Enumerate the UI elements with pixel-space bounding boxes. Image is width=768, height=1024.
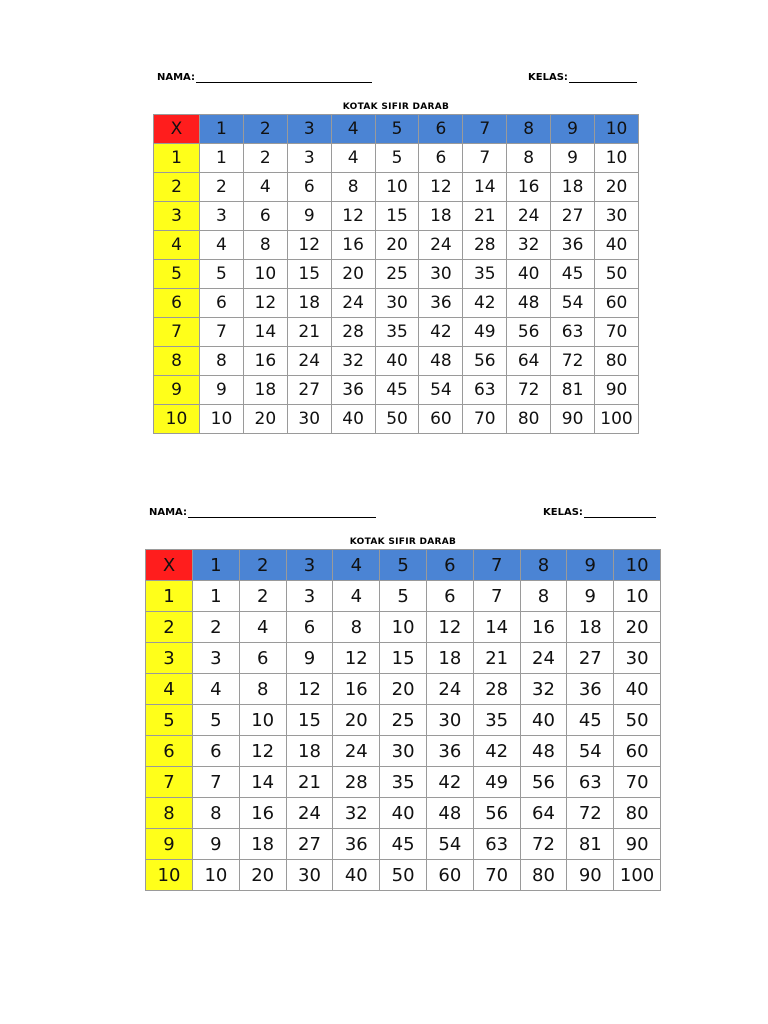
product-cell: 9 bbox=[551, 144, 595, 173]
product-cell: 36 bbox=[567, 674, 614, 705]
product-cell: 20 bbox=[243, 405, 287, 434]
row-header: 1 bbox=[154, 144, 200, 173]
name-label: NAMA: bbox=[149, 507, 187, 518]
product-cell: 48 bbox=[507, 289, 551, 318]
column-header: 3 bbox=[287, 115, 331, 144]
product-cell: 15 bbox=[287, 260, 331, 289]
product-cell: 20 bbox=[333, 705, 380, 736]
product-cell: 40 bbox=[333, 860, 380, 891]
product-cell: 24 bbox=[419, 231, 463, 260]
product-cell: 12 bbox=[239, 736, 286, 767]
product-cell: 40 bbox=[380, 798, 427, 829]
product-cell: 54 bbox=[419, 376, 463, 405]
column-header: 4 bbox=[331, 115, 375, 144]
row-header: 10 bbox=[146, 860, 193, 891]
name-field[interactable] bbox=[149, 507, 376, 518]
product-cell: 45 bbox=[551, 260, 595, 289]
product-cell: 1 bbox=[200, 144, 244, 173]
product-cell: 2 bbox=[200, 173, 244, 202]
product-cell: 32 bbox=[520, 674, 567, 705]
product-cell: 28 bbox=[333, 767, 380, 798]
product-cell: 10 bbox=[614, 581, 661, 612]
product-cell: 30 bbox=[595, 202, 639, 231]
product-cell: 25 bbox=[380, 705, 427, 736]
product-cell: 10 bbox=[243, 260, 287, 289]
product-cell: 5 bbox=[193, 705, 240, 736]
product-cell: 8 bbox=[243, 231, 287, 260]
row-header: 4 bbox=[146, 674, 193, 705]
product-cell: 9 bbox=[567, 581, 614, 612]
product-cell: 7 bbox=[193, 767, 240, 798]
product-cell: 100 bbox=[595, 405, 639, 434]
product-cell: 35 bbox=[375, 318, 419, 347]
product-cell: 27 bbox=[287, 376, 331, 405]
product-cell: 10 bbox=[595, 144, 639, 173]
product-cell: 2 bbox=[243, 144, 287, 173]
product-cell: 4 bbox=[193, 674, 240, 705]
product-cell: 18 bbox=[551, 173, 595, 202]
product-cell: 72 bbox=[520, 829, 567, 860]
product-cell: 12 bbox=[286, 674, 333, 705]
product-cell: 56 bbox=[507, 318, 551, 347]
row-header: 2 bbox=[154, 173, 200, 202]
product-cell: 45 bbox=[567, 705, 614, 736]
product-cell: 90 bbox=[614, 829, 661, 860]
product-cell: 45 bbox=[375, 376, 419, 405]
name-label: NAMA: bbox=[157, 72, 195, 83]
product-cell: 48 bbox=[520, 736, 567, 767]
product-cell: 6 bbox=[419, 144, 463, 173]
product-cell: 48 bbox=[419, 347, 463, 376]
table-row bbox=[154, 231, 639, 260]
product-cell: 60 bbox=[419, 405, 463, 434]
product-cell: 40 bbox=[331, 405, 375, 434]
product-cell: 8 bbox=[331, 173, 375, 202]
product-cell: 4 bbox=[333, 581, 380, 612]
column-header: 10 bbox=[595, 115, 639, 144]
row-header: 7 bbox=[154, 318, 200, 347]
product-cell: 21 bbox=[473, 643, 520, 674]
product-cell: 16 bbox=[333, 674, 380, 705]
product-cell: 72 bbox=[551, 347, 595, 376]
product-cell: 10 bbox=[380, 612, 427, 643]
product-cell: 28 bbox=[473, 674, 520, 705]
column-header: 5 bbox=[375, 115, 419, 144]
product-cell: 36 bbox=[333, 829, 380, 860]
product-cell: 30 bbox=[419, 260, 463, 289]
product-cell: 6 bbox=[426, 581, 473, 612]
table-row bbox=[146, 798, 661, 829]
row-header: 1 bbox=[146, 581, 193, 612]
worksheet-2 bbox=[145, 507, 661, 891]
product-cell: 12 bbox=[419, 173, 463, 202]
product-cell: 3 bbox=[287, 144, 331, 173]
product-cell: 42 bbox=[463, 289, 507, 318]
product-cell: 24 bbox=[333, 736, 380, 767]
product-cell: 49 bbox=[463, 318, 507, 347]
product-cell: 42 bbox=[426, 767, 473, 798]
row-header: 6 bbox=[146, 736, 193, 767]
product-cell: 12 bbox=[426, 612, 473, 643]
row-header: 3 bbox=[154, 202, 200, 231]
row-header: 9 bbox=[154, 376, 200, 405]
product-cell: 63 bbox=[473, 829, 520, 860]
table-row bbox=[146, 860, 661, 891]
class-label: KELAS: bbox=[543, 507, 583, 518]
product-cell: 90 bbox=[567, 860, 614, 891]
class-blank-line[interactable] bbox=[584, 507, 656, 518]
product-cell: 5 bbox=[375, 144, 419, 173]
row-header: 2 bbox=[146, 612, 193, 643]
product-cell: 20 bbox=[614, 612, 661, 643]
product-cell: 20 bbox=[380, 674, 427, 705]
column-header: 3 bbox=[286, 550, 333, 581]
product-cell: 30 bbox=[380, 736, 427, 767]
product-cell: 72 bbox=[567, 798, 614, 829]
product-cell: 14 bbox=[473, 612, 520, 643]
product-cell: 4 bbox=[243, 173, 287, 202]
product-cell: 32 bbox=[333, 798, 380, 829]
table-row bbox=[146, 581, 661, 612]
product-cell: 10 bbox=[239, 705, 286, 736]
product-cell: 20 bbox=[595, 173, 639, 202]
product-cell: 8 bbox=[200, 347, 244, 376]
column-header: 6 bbox=[426, 550, 473, 581]
column-header: 9 bbox=[551, 115, 595, 144]
product-cell: 18 bbox=[426, 643, 473, 674]
product-cell: 6 bbox=[286, 612, 333, 643]
product-cell: 18 bbox=[243, 376, 287, 405]
product-cell: 24 bbox=[287, 347, 331, 376]
product-cell: 56 bbox=[520, 767, 567, 798]
product-cell: 6 bbox=[193, 736, 240, 767]
product-cell: 42 bbox=[419, 318, 463, 347]
table-row bbox=[154, 289, 639, 318]
row-header: 7 bbox=[146, 767, 193, 798]
product-cell: 40 bbox=[595, 231, 639, 260]
product-cell: 50 bbox=[595, 260, 639, 289]
row-header: 10 bbox=[154, 405, 200, 434]
product-cell: 36 bbox=[426, 736, 473, 767]
product-cell: 56 bbox=[463, 347, 507, 376]
class-field[interactable] bbox=[528, 72, 637, 83]
product-cell: 36 bbox=[419, 289, 463, 318]
product-cell: 6 bbox=[243, 202, 287, 231]
product-cell: 36 bbox=[331, 376, 375, 405]
product-cell: 50 bbox=[614, 705, 661, 736]
product-cell: 70 bbox=[473, 860, 520, 891]
corner-cell: X bbox=[146, 550, 193, 581]
row-header: 4 bbox=[154, 231, 200, 260]
table-title: KOTAK SIFIR DARAB bbox=[349, 537, 457, 547]
multiplication-table bbox=[153, 114, 639, 434]
product-cell: 27 bbox=[567, 643, 614, 674]
product-cell: 30 bbox=[426, 705, 473, 736]
column-header: 1 bbox=[200, 115, 244, 144]
table-row bbox=[146, 643, 661, 674]
product-cell: 6 bbox=[200, 289, 244, 318]
product-cell: 3 bbox=[193, 643, 240, 674]
product-cell: 16 bbox=[243, 347, 287, 376]
table-row bbox=[154, 260, 639, 289]
product-cell: 35 bbox=[463, 260, 507, 289]
product-cell: 6 bbox=[287, 173, 331, 202]
column-header: 9 bbox=[567, 550, 614, 581]
product-cell: 8 bbox=[520, 581, 567, 612]
product-cell: 56 bbox=[473, 798, 520, 829]
product-cell: 24 bbox=[507, 202, 551, 231]
product-cell: 3 bbox=[286, 581, 333, 612]
class-label: KELAS: bbox=[528, 72, 568, 83]
product-cell: 27 bbox=[551, 202, 595, 231]
product-cell: 60 bbox=[595, 289, 639, 318]
product-cell: 20 bbox=[239, 860, 286, 891]
product-cell: 30 bbox=[286, 860, 333, 891]
product-cell: 50 bbox=[380, 860, 427, 891]
table-row bbox=[154, 376, 639, 405]
product-cell: 27 bbox=[286, 829, 333, 860]
product-cell: 10 bbox=[193, 860, 240, 891]
product-cell: 10 bbox=[200, 405, 244, 434]
product-cell: 63 bbox=[463, 376, 507, 405]
table-row bbox=[146, 612, 661, 643]
product-cell: 18 bbox=[567, 612, 614, 643]
product-cell: 40 bbox=[520, 705, 567, 736]
product-cell: 15 bbox=[375, 202, 419, 231]
product-cell: 24 bbox=[286, 798, 333, 829]
product-cell: 70 bbox=[614, 767, 661, 798]
product-cell: 42 bbox=[473, 736, 520, 767]
table-row bbox=[154, 318, 639, 347]
product-cell: 36 bbox=[551, 231, 595, 260]
product-cell: 81 bbox=[567, 829, 614, 860]
product-cell: 25 bbox=[375, 260, 419, 289]
product-cell: 18 bbox=[239, 829, 286, 860]
info-row bbox=[153, 72, 639, 88]
table-row bbox=[154, 202, 639, 231]
row-header: 3 bbox=[146, 643, 193, 674]
multiplication-table bbox=[145, 549, 661, 891]
product-cell: 8 bbox=[193, 798, 240, 829]
product-cell: 9 bbox=[287, 202, 331, 231]
product-cell: 80 bbox=[614, 798, 661, 829]
product-cell: 24 bbox=[520, 643, 567, 674]
product-cell: 12 bbox=[287, 231, 331, 260]
column-header: 2 bbox=[239, 550, 286, 581]
product-cell: 7 bbox=[200, 318, 244, 347]
product-cell: 28 bbox=[463, 231, 507, 260]
product-cell: 16 bbox=[520, 612, 567, 643]
column-header: 4 bbox=[333, 550, 380, 581]
product-cell: 14 bbox=[239, 767, 286, 798]
product-cell: 90 bbox=[551, 405, 595, 434]
table-row bbox=[146, 705, 661, 736]
product-cell: 54 bbox=[551, 289, 595, 318]
product-cell: 48 bbox=[426, 798, 473, 829]
product-cell: 81 bbox=[551, 376, 595, 405]
class-field[interactable] bbox=[543, 507, 656, 518]
product-cell: 24 bbox=[331, 289, 375, 318]
product-cell: 30 bbox=[614, 643, 661, 674]
product-cell: 8 bbox=[333, 612, 380, 643]
row-header: 5 bbox=[154, 260, 200, 289]
table-row bbox=[154, 144, 639, 173]
product-cell: 9 bbox=[286, 643, 333, 674]
name-blank-line[interactable] bbox=[188, 507, 376, 518]
product-cell: 21 bbox=[287, 318, 331, 347]
product-cell: 8 bbox=[239, 674, 286, 705]
product-cell: 14 bbox=[463, 173, 507, 202]
row-header: 9 bbox=[146, 829, 193, 860]
product-cell: 4 bbox=[239, 612, 286, 643]
product-cell: 15 bbox=[286, 705, 333, 736]
product-cell: 21 bbox=[463, 202, 507, 231]
product-cell: 64 bbox=[520, 798, 567, 829]
product-cell: 14 bbox=[243, 318, 287, 347]
product-cell: 80 bbox=[520, 860, 567, 891]
product-cell: 8 bbox=[507, 144, 551, 173]
product-cell: 70 bbox=[595, 318, 639, 347]
product-cell: 49 bbox=[473, 767, 520, 798]
product-cell: 12 bbox=[333, 643, 380, 674]
table-row bbox=[146, 767, 661, 798]
product-cell: 4 bbox=[331, 144, 375, 173]
product-cell: 30 bbox=[287, 405, 331, 434]
product-cell: 12 bbox=[243, 289, 287, 318]
product-cell: 15 bbox=[380, 643, 427, 674]
product-cell: 32 bbox=[507, 231, 551, 260]
product-cell: 40 bbox=[375, 347, 419, 376]
corner-cell: X bbox=[154, 115, 200, 144]
product-cell: 35 bbox=[380, 767, 427, 798]
product-cell: 63 bbox=[551, 318, 595, 347]
worksheet-1 bbox=[153, 72, 639, 434]
column-header: 6 bbox=[419, 115, 463, 144]
product-cell: 4 bbox=[200, 231, 244, 260]
product-cell: 16 bbox=[331, 231, 375, 260]
product-cell: 54 bbox=[567, 736, 614, 767]
product-cell: 3 bbox=[200, 202, 244, 231]
product-cell: 28 bbox=[331, 318, 375, 347]
product-cell: 70 bbox=[463, 405, 507, 434]
product-cell: 80 bbox=[595, 347, 639, 376]
table-row bbox=[154, 405, 639, 434]
product-cell: 24 bbox=[426, 674, 473, 705]
column-header: 7 bbox=[463, 115, 507, 144]
info-row bbox=[145, 507, 661, 523]
product-cell: 9 bbox=[193, 829, 240, 860]
table-row bbox=[146, 674, 661, 705]
row-header: 6 bbox=[154, 289, 200, 318]
class-blank-line[interactable] bbox=[569, 72, 637, 83]
product-cell: 1 bbox=[193, 581, 240, 612]
table-row bbox=[154, 347, 639, 376]
product-cell: 10 bbox=[375, 173, 419, 202]
product-cell: 20 bbox=[331, 260, 375, 289]
product-cell: 40 bbox=[614, 674, 661, 705]
product-cell: 5 bbox=[380, 581, 427, 612]
table-title: KOTAK SIFIR DARAB bbox=[342, 102, 450, 112]
product-cell: 64 bbox=[507, 347, 551, 376]
name-field[interactable] bbox=[157, 72, 372, 83]
product-cell: 35 bbox=[473, 705, 520, 736]
row-header: 8 bbox=[146, 798, 193, 829]
product-cell: 80 bbox=[507, 405, 551, 434]
product-cell: 40 bbox=[507, 260, 551, 289]
product-cell: 32 bbox=[331, 347, 375, 376]
table-row bbox=[154, 173, 639, 202]
column-header: 8 bbox=[507, 115, 551, 144]
product-cell: 5 bbox=[200, 260, 244, 289]
product-cell: 60 bbox=[614, 736, 661, 767]
name-blank-line[interactable] bbox=[196, 72, 372, 83]
product-cell: 7 bbox=[473, 581, 520, 612]
product-cell: 18 bbox=[287, 289, 331, 318]
product-cell: 2 bbox=[193, 612, 240, 643]
product-cell: 45 bbox=[380, 829, 427, 860]
product-cell: 100 bbox=[614, 860, 661, 891]
column-header: 5 bbox=[380, 550, 427, 581]
product-cell: 9 bbox=[200, 376, 244, 405]
row-header: 8 bbox=[154, 347, 200, 376]
product-cell: 16 bbox=[239, 798, 286, 829]
header-row bbox=[146, 550, 661, 581]
product-cell: 30 bbox=[375, 289, 419, 318]
product-cell: 16 bbox=[507, 173, 551, 202]
product-cell: 63 bbox=[567, 767, 614, 798]
column-header: 8 bbox=[520, 550, 567, 581]
header-row bbox=[154, 115, 639, 144]
column-header: 2 bbox=[243, 115, 287, 144]
row-header: 5 bbox=[146, 705, 193, 736]
product-cell: 2 bbox=[239, 581, 286, 612]
product-cell: 21 bbox=[286, 767, 333, 798]
product-cell: 6 bbox=[239, 643, 286, 674]
product-cell: 7 bbox=[463, 144, 507, 173]
column-header: 7 bbox=[473, 550, 520, 581]
table-row bbox=[146, 829, 661, 860]
column-header: 1 bbox=[193, 550, 240, 581]
product-cell: 54 bbox=[426, 829, 473, 860]
product-cell: 72 bbox=[507, 376, 551, 405]
product-cell: 18 bbox=[286, 736, 333, 767]
table-row bbox=[146, 736, 661, 767]
product-cell: 12 bbox=[331, 202, 375, 231]
product-cell: 60 bbox=[426, 860, 473, 891]
column-header: 10 bbox=[614, 550, 661, 581]
product-cell: 20 bbox=[375, 231, 419, 260]
product-cell: 18 bbox=[419, 202, 463, 231]
product-cell: 50 bbox=[375, 405, 419, 434]
product-cell: 90 bbox=[595, 376, 639, 405]
